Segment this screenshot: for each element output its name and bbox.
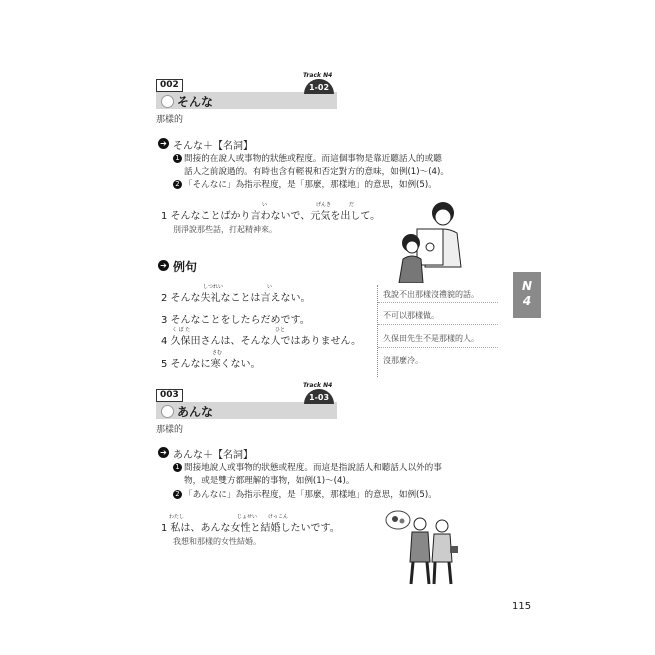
number-2-icon: 2: [173, 180, 182, 189]
example-translation: 久保田先生不是那樣的人。: [383, 334, 479, 343]
divider: [378, 324, 498, 325]
two-men-illustration: [384, 506, 460, 586]
level-tab-letter: N: [521, 279, 533, 293]
number-1-icon: 1: [173, 463, 182, 472]
entry-number: 002: [156, 79, 183, 92]
usage-note: 物，或是雙方都理解的事物，如例(1)〜(4)。: [184, 476, 355, 486]
entry-meaning: 那樣的: [156, 425, 184, 435]
examples-section-title: 例句: [173, 260, 198, 274]
entry-headword: あんな: [177, 405, 214, 419]
example-sentence: 3 そんなことをしたらだめです。: [161, 315, 310, 326]
track-label: Track N4: [303, 382, 333, 389]
example-sentence: 1 私は、あんな女性と結婚したいです。: [161, 523, 340, 534]
level-tab-number: 4: [522, 294, 532, 308]
furigana: わたし: [169, 514, 185, 520]
track-number: 1-02: [309, 83, 330, 92]
example-translation: 我想和那樣的女性結婚。: [173, 537, 261, 546]
furigana: けっこん: [268, 514, 289, 520]
track-label: Track N4: [303, 72, 333, 79]
furigana: しつれい: [203, 284, 224, 290]
heading-bullet-icon: [161, 95, 174, 108]
translation-column: [377, 285, 498, 377]
example-sentence: 1 そんなことばかり言わないで、元気を出して。: [161, 211, 381, 222]
couple-illustration: [395, 197, 473, 283]
arrow-icon: ➔: [158, 447, 169, 458]
furigana: い: [262, 202, 268, 208]
example-translation: 別淨說那些話，打起精神來。: [173, 225, 277, 234]
furigana: げんき: [316, 202, 332, 208]
divider: [378, 302, 498, 303]
entry-headword: そんな: [177, 95, 214, 109]
usage-note: 2 「あんなに」為指示程度，是「那麼，那樣地」的意思，如例(5)。: [173, 489, 437, 502]
usage-note: 2 「そんなに」為指示程度，是「那麼，那樣地」的意思，如例(5)。: [173, 179, 437, 192]
track-number: 1-03: [309, 393, 330, 402]
heading-bullet-icon: [161, 405, 174, 418]
page-number: 115: [512, 601, 532, 612]
number-2-icon: 2: [173, 490, 182, 499]
furigana: い: [267, 284, 273, 290]
furigana: く ぼ た: [172, 327, 191, 333]
furigana: さむ: [212, 350, 223, 356]
grammar-pattern: そんな＋【名詞】: [173, 141, 253, 152]
usage-note: 1 間接地說人或事物的狀態或程度。而這是指說話人和聽話人以外的事: [173, 462, 442, 475]
furigana: じょせい: [237, 514, 258, 520]
arrow-icon: ➔: [158, 260, 169, 271]
example-sentence: 5 そんなに寒くない。: [161, 359, 261, 370]
usage-note: 1 間接的在說人或事物的狀態或程度。而這個事物是靠近聽話人的或聽: [173, 153, 442, 166]
number-1-icon: 1: [173, 154, 182, 163]
entry-meaning: 那樣的: [156, 115, 184, 125]
example-sentence: 2 そんな失礼なことは言えない。: [161, 293, 311, 304]
divider: [378, 347, 498, 348]
entry-number: 003: [156, 389, 183, 402]
grammar-pattern: あんな＋【名詞】: [173, 450, 253, 461]
example-sentence: 4 久保田さんは、そんな人ではありません。: [161, 336, 362, 347]
arrow-icon: ➔: [158, 138, 169, 149]
example-translation: 不可以那樣做。: [383, 311, 439, 320]
furigana: ひと: [275, 327, 286, 333]
furigana: だ: [349, 202, 355, 208]
level-tab: [513, 272, 541, 318]
usage-note: 話人之前說過的。有時也含有輕視和否定對方的意味，如例(1)〜(4)。: [184, 167, 449, 177]
example-translation: 沒那麼冷。: [383, 356, 423, 365]
example-translation: 我說不出那樣沒禮貌的話。: [383, 290, 479, 299]
